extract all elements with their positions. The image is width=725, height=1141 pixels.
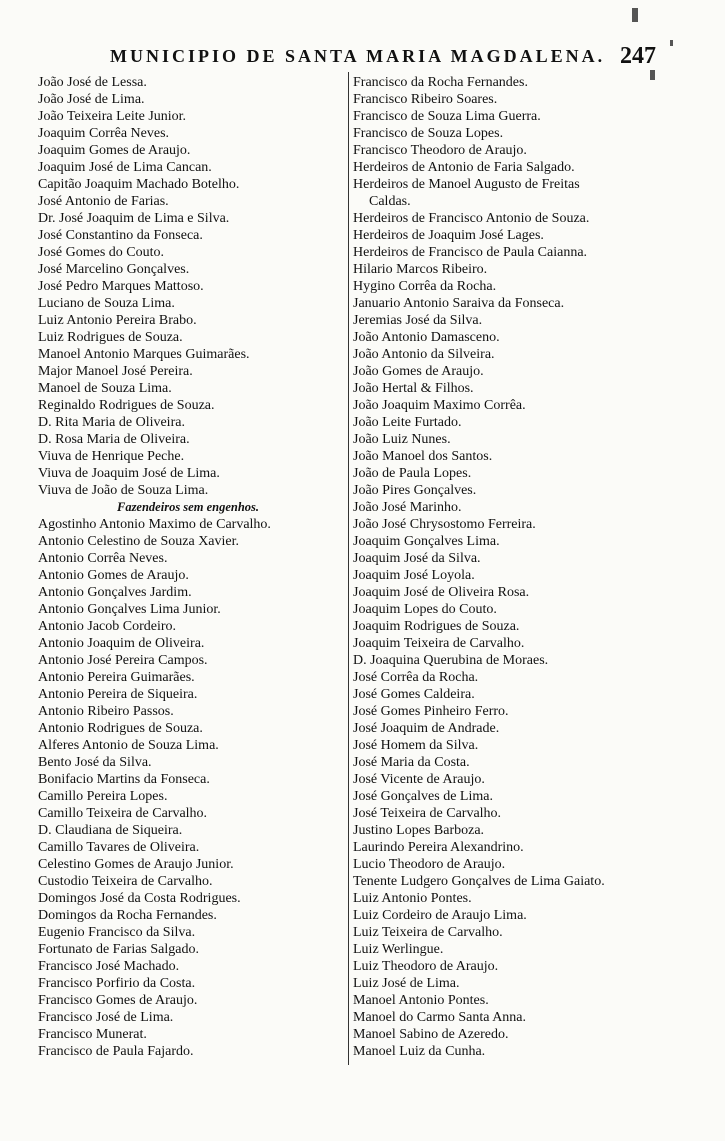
list-item: José Teixeira de Carvalho.	[353, 806, 502, 821]
list-item: Antonio Corrêa Neves.	[38, 551, 168, 566]
list-item: Antonio Rodrigues de Souza.	[38, 721, 203, 736]
list-item: D. Claudiana de Siqueira.	[38, 823, 183, 838]
list-item: Manoel Antonio Pontes.	[353, 993, 489, 1008]
list-item: Francisco Theodoro de Araujo.	[353, 143, 527, 158]
list-item: Herdeiros de Francisco de Paula Caianna.	[353, 245, 588, 260]
list-item: Antonio Joaquim de Oliveira.	[38, 636, 205, 651]
list-item: Francisco de Souza Lima Guerra.	[353, 109, 541, 124]
list-item: Luciano de Souza Lima.	[38, 296, 175, 311]
list-item: Eugenio Francisco da Silva.	[38, 925, 196, 940]
list-item: Luiz Rodrigues de Souza.	[38, 330, 183, 345]
list-item: Bonifacio Martins da Fonseca.	[38, 772, 210, 787]
list-item: Caldas.	[369, 194, 411, 209]
list-item: João Leite Furtado.	[353, 415, 462, 430]
list-item: Luiz Antonio Pereira Brabo.	[38, 313, 197, 328]
list-item: Joaquim Gomes de Araujo.	[38, 143, 191, 158]
list-item: Joaquim Gonçalves Lima.	[353, 534, 500, 549]
list-item: Bento José da Silva.	[38, 755, 152, 770]
page-number: 247	[620, 43, 656, 69]
page-title: MUNICIPIO DE SANTA MARIA MAGDALENA.	[110, 46, 606, 66]
list-item: Herdeiros de Francisco Antonio de Souza.	[353, 211, 590, 226]
list-item: João Gomes de Araujo.	[353, 364, 484, 379]
list-item: D. Rita Maria de Oliveira.	[38, 415, 185, 430]
list-item: Manoel do Carmo Santa Anna.	[353, 1010, 527, 1025]
right-column	[353, 74, 683, 1060]
list-item: Joaquim Rodrigues de Souza.	[353, 619, 520, 634]
list-item: Antonio Celestino de Souza Xavier.	[38, 534, 240, 549]
column-divider	[348, 72, 349, 1065]
list-item: João José de Lessa.	[38, 75, 147, 90]
list-item: Custodio Teixeira de Carvalho.	[38, 874, 213, 889]
section-heading: Fazendeiros sem engenhos.	[116, 500, 260, 514]
list-item: Luiz Teixeira de Carvalho.	[353, 925, 503, 940]
list-item: Luiz Cordeiro de Araujo Lima.	[353, 908, 527, 923]
list-item: Antonio Pereira de Siqueira.	[38, 687, 198, 702]
print-speck	[650, 70, 655, 80]
list-item: Reginaldo Rodrigues de Souza.	[38, 398, 215, 413]
list-item: Tenente Ludgero Gonçalves de Lima Gaiato.	[353, 874, 605, 889]
list-item: Joaquim José Loyola.	[353, 568, 475, 583]
list-item: João Manoel dos Santos.	[353, 449, 493, 464]
list-item: Joaquim José de Oliveira Rosa.	[353, 585, 530, 600]
list-item: João Antonio da Silveira.	[353, 347, 495, 362]
list-item: Domingos da Rocha Fernandes.	[38, 908, 217, 923]
list-item: José Marcelino Gonçalves.	[38, 262, 190, 277]
list-item: D. Joaquina Querubina de Moraes.	[353, 653, 549, 668]
list-item: Joaquim Lopes do Couto.	[353, 602, 497, 617]
list-item: Antonio Pereira Guimarães.	[38, 670, 195, 685]
list-item: Laurindo Pereira Alexandrino.	[353, 840, 524, 855]
list-item: Januario Antonio Saraiva da Fonseca.	[353, 296, 565, 311]
list-item: Camillo Teixeira de Carvalho.	[38, 806, 208, 821]
list-item: Antonio Gomes de Araujo.	[38, 568, 189, 583]
left-column	[38, 74, 378, 1060]
list-item: Hilario Marcos Ribeiro.	[353, 262, 488, 277]
list-item: Manoel Antonio Marques Guimarães.	[38, 347, 250, 362]
list-item: José Gomes do Couto.	[38, 245, 164, 260]
list-item: Joaquim José da Silva.	[353, 551, 481, 566]
list-item: Francisco Munerat.	[38, 1027, 147, 1042]
list-item: José Vicente de Araujo.	[353, 772, 485, 787]
list-item: João Joaquim Maximo Corrêa.	[353, 398, 526, 413]
list-item: João Teixeira Leite Junior.	[38, 109, 187, 124]
list-item: Viuva de João de Souza Lima.	[38, 483, 209, 498]
list-item: Francisco de Souza Lopes.	[353, 126, 504, 141]
list-item: Hygino Corrêa da Rocha.	[353, 279, 497, 294]
list-item: Camillo Tavares de Oliveira.	[38, 840, 200, 855]
list-item: Herdeiros de Manoel Augusto de Freitas	[353, 177, 580, 192]
list-item: José Gomes Caldeira.	[353, 687, 475, 702]
list-item: José Maria da Costa.	[353, 755, 470, 770]
list-item: Francisco Gomes de Araujo.	[38, 993, 198, 1008]
list-item: Manoel de Souza Lima.	[38, 381, 172, 396]
list-item: Major Manoel José Pereira.	[38, 364, 193, 379]
list-item: Luiz Antonio Pontes.	[353, 891, 472, 906]
list-item: Viuva de Joaquim José de Lima.	[38, 466, 220, 481]
list-item: Joaquim Teixeira de Carvalho.	[353, 636, 525, 651]
list-item: Alferes Antonio de Souza Lima.	[38, 738, 219, 753]
list-item: Camillo Pereira Lopes.	[38, 789, 168, 804]
list-item: João de Paula Lopes.	[353, 466, 472, 481]
page-header	[0, 42, 725, 70]
list-item: Celestino Gomes de Araujo Junior.	[38, 857, 234, 872]
list-item: Francisco de Paula Fajardo.	[38, 1044, 194, 1059]
list-item: Herdeiros de Joaquim José Lages.	[353, 228, 544, 243]
list-item: D. Rosa Maria de Oliveira.	[38, 432, 190, 447]
list-item: Herdeiros de Antonio de Faria Salgado.	[353, 160, 575, 175]
list-item: José Corrêa da Rocha.	[353, 670, 479, 685]
list-item: Justino Lopes Barboza.	[353, 823, 485, 838]
list-item: José Joaquim de Andrade.	[353, 721, 500, 736]
list-item: João Antonio Damasceno.	[353, 330, 500, 345]
list-item: João José Marinho.	[353, 500, 462, 515]
list-item: Francisco da Rocha Fernandes.	[353, 75, 528, 90]
list-item: Manoel Sabino de Azeredo.	[353, 1027, 509, 1042]
list-item: Francisco Porfirio da Costa.	[38, 976, 196, 991]
list-item: José Gomes Pinheiro Ferro.	[353, 704, 509, 719]
list-item: João Hertal & Filhos.	[353, 381, 474, 396]
list-item: Lucio Theodoro de Araujo.	[353, 857, 506, 872]
list-item: Antonio Jacob Cordeiro.	[38, 619, 177, 634]
print-speck	[670, 40, 673, 46]
list-item: Joaquim Corrêa Neves.	[38, 126, 170, 141]
list-item: João Pires Gonçalves.	[353, 483, 477, 498]
list-item: Antonio Gonçalves Lima Junior.	[38, 602, 221, 617]
list-item: João Luiz Nunes.	[353, 432, 451, 447]
list-item: Luiz José de Lima.	[353, 976, 460, 991]
list-item: João José de Lima.	[38, 92, 145, 107]
list-item: Francisco José de Lima.	[38, 1010, 174, 1025]
list-item: Jeremias José da Silva.	[353, 313, 483, 328]
list-item: Antonio Ribeiro Passos.	[38, 704, 174, 719]
list-item: Joaquim José de Lima Cancan.	[38, 160, 212, 175]
list-item: Francisco José Machado.	[38, 959, 180, 974]
list-item: Agostinho Antonio Maximo de Carvalho.	[38, 517, 271, 532]
list-item: Capitão Joaquim Machado Botelho.	[38, 177, 240, 192]
list-item: José Constantino da Fonseca.	[38, 228, 203, 243]
list-item: Francisco Ribeiro Soares.	[353, 92, 498, 107]
list-item: José Homem da Silva.	[353, 738, 479, 753]
print-speck	[632, 8, 638, 22]
list-item: José Antonio de Farias.	[38, 194, 169, 209]
list-item: João José Chrysostomo Ferreira.	[353, 517, 536, 532]
list-item: Antonio Gonçalves Jardim.	[38, 585, 192, 600]
list-item: Antonio José Pereira Campos.	[38, 653, 208, 668]
list-item: Fortunato de Farias Salgado.	[38, 942, 199, 957]
list-item: Domingos José da Costa Rodrigues.	[38, 891, 241, 906]
list-item: José Pedro Marques Mattoso.	[38, 279, 204, 294]
list-item: Luiz Theodoro de Araujo.	[353, 959, 499, 974]
list-item: Viuva de Henrique Peche.	[38, 449, 185, 464]
list-item: Luiz Werlingue.	[353, 942, 444, 957]
list-item: Dr. José Joaquim de Lima e Silva.	[38, 211, 230, 226]
list-item: Manoel Luiz da Cunha.	[353, 1044, 486, 1059]
list-item: José Gonçalves de Lima.	[353, 789, 493, 804]
